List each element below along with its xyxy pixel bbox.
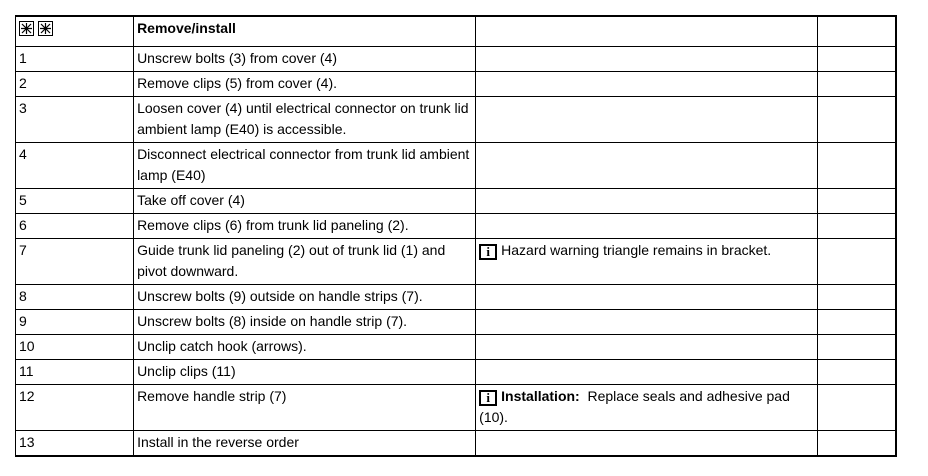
- step-extra: [818, 431, 896, 457]
- step-extra: [818, 335, 896, 360]
- step-number: 11: [16, 360, 134, 385]
- header-extra-cell: [818, 16, 896, 47]
- note-lead: Installation:: [501, 388, 580, 404]
- step-number: 10: [16, 335, 134, 360]
- tool-cross-icon: [38, 21, 53, 36]
- table-row: [16, 360, 897, 385]
- step-text: Remove clips (5) from cover (4).: [134, 72, 476, 97]
- step-text: Unscrew bolts (9) outside on handle strips (7).: [134, 285, 476, 310]
- step-number: 5: [16, 189, 134, 214]
- step-text: Unscrew bolts (8) inside on handle strip (7).: [134, 310, 476, 335]
- step-text: Disconnect electrical connector from trunk lid ambient lamp (E40): [134, 143, 476, 189]
- step-note: [476, 189, 818, 214]
- step-number: 9: [16, 310, 134, 335]
- step-number: 13: [16, 431, 134, 457]
- step-text: Unscrew bolts (3) from cover (4): [134, 47, 476, 72]
- step-note: [476, 385, 818, 431]
- step-note: [476, 97, 818, 143]
- step-number: 6: [16, 214, 134, 239]
- step-text: Unclip clips (11): [134, 360, 476, 385]
- step-extra: [818, 360, 896, 385]
- step-text: Install in the reverse order: [134, 431, 476, 457]
- table-row: [16, 47, 897, 72]
- note-text: Hazard warning triangle remains in bracket.: [501, 242, 772, 258]
- step-note: [476, 47, 818, 72]
- step-note: [476, 310, 818, 335]
- step-note: [476, 214, 818, 239]
- step-text: Guide trunk lid paneling (2) out of trunk lid (1) and pivot downward.: [134, 239, 476, 285]
- step-note: [476, 360, 818, 385]
- step-text: Remove handle strip (7): [134, 385, 476, 431]
- step-text: Remove clips (6) from trunk lid paneling (2).: [134, 214, 476, 239]
- step-extra: [818, 189, 896, 214]
- step-extra: [818, 239, 896, 285]
- step-extra: [818, 310, 896, 335]
- table-header-row: [16, 16, 897, 47]
- step-text: Loosen cover (4) until electrical connector on trunk lid ambient lamp (E40) is accessible.: [134, 97, 476, 143]
- table-row: [16, 310, 897, 335]
- step-number: 3: [16, 97, 134, 143]
- step-note: [476, 72, 818, 97]
- step-text: Take off cover (4): [134, 189, 476, 214]
- table-row: [16, 97, 897, 143]
- step-number: 8: [16, 285, 134, 310]
- table-row: [16, 335, 897, 360]
- header-icon-cell: [16, 16, 134, 47]
- step-number: 12: [16, 385, 134, 431]
- table-row: [16, 385, 897, 431]
- step-extra: [818, 143, 896, 189]
- table-row: [16, 285, 897, 310]
- tool-cross-icon: [19, 21, 34, 36]
- step-extra: [818, 385, 896, 431]
- step-number: 2: [16, 72, 134, 97]
- step-number: 1: [16, 47, 134, 72]
- note-text: Replace seals and adhesive pad (10).: [479, 388, 790, 425]
- step-note: [476, 143, 818, 189]
- step-note: [476, 285, 818, 310]
- step-note: [476, 335, 818, 360]
- table-row: [16, 214, 897, 239]
- work-steps-table: [15, 15, 897, 457]
- step-number: 7: [16, 239, 134, 285]
- info-icon: i: [479, 244, 497, 260]
- header-title: Remove/install: [134, 16, 476, 47]
- info-icon: i: [479, 390, 497, 406]
- table-row: [16, 72, 897, 97]
- step-text: Unclip catch hook (arrows).: [134, 335, 476, 360]
- table-row: [16, 431, 897, 457]
- header-note-cell: [476, 16, 818, 47]
- table-row: [16, 143, 897, 189]
- step-extra: [818, 285, 896, 310]
- table-row: [16, 239, 897, 285]
- step-extra: [818, 47, 896, 72]
- step-extra: [818, 214, 896, 239]
- step-note: [476, 239, 818, 285]
- step-number: 4: [16, 143, 134, 189]
- step-extra: [818, 97, 896, 143]
- step-extra: [818, 72, 896, 97]
- table-row: [16, 189, 897, 214]
- step-note: [476, 431, 818, 457]
